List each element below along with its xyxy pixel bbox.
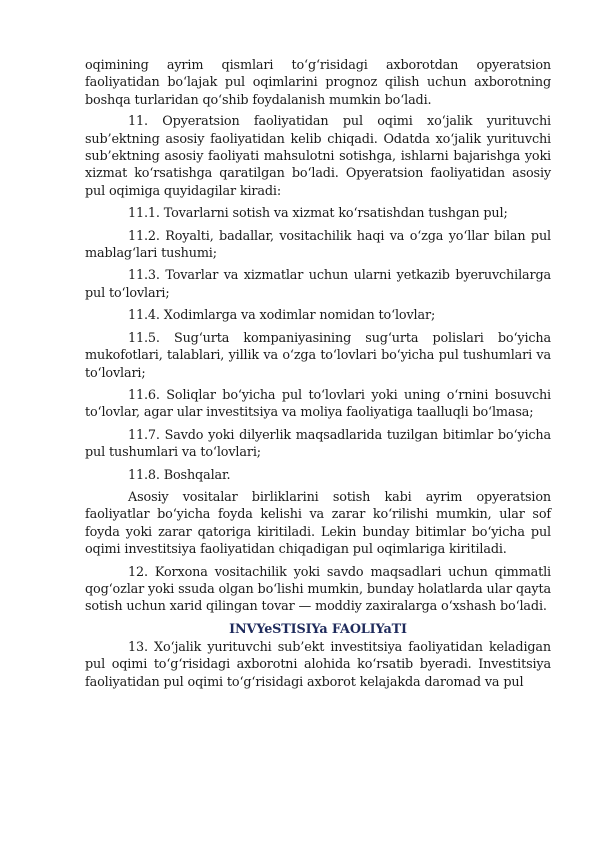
paragraph-11-5: 11.5. Sug‘urta kompaniyasining sug‘urta polislari bo‘yicha mukofotlari, talablari, yillik va o‘zga to‘lovlari bo‘yicha pul tushumlari va to‘lovlari; [85, 330, 551, 381]
paragraph-11-7: 11.7. Savdo yoki dilyerlik maqsadlarida tuzilgan bitimlar bo‘yicha pul tushumlari va to‘lovlari; [85, 427, 551, 461]
section-heading: INVYeSTISIYa FAOLIYaTI [229, 621, 407, 637]
paragraph-11-2: 11.2. Royalti, badallar, vositachilik haqi va o‘zga yo‘llar bilan pul mablag‘lari tushumi; [85, 228, 551, 262]
paragraph-11-6: 11.6. Soliqlar bo‘yicha pul to‘lovlari yoki uning o‘rnini bosuvchi to‘lovlar, agar ular investitsiya va moliya faoliyatiga taalluqli bo‘lmasa; [85, 387, 551, 421]
paragraph-11-8: 11.8. Boshqalar. [128, 467, 231, 483]
paragraph-asosiy: Asosiy vositalar birliklarini sotish kabi ayrim opyeratsion faoliyatlar bo‘yicha foyda kelishi va zarar ko‘rilishi mumkin, ular sof foyda yoki zarar qatoriga kiritiladi. Lekin bunday bitimlar bo‘yicha pul oqimi investitsiya faoliyatidan chiqadigan pul oqimlariga kiritiladi. [85, 489, 551, 558]
document-page [85, 57, 551, 696]
paragraph-11-3: 11.3. Tovarlar va xizmatlar uchun ularni yetkazib byeruvchilarga pul to‘lovlari; [85, 268, 551, 301]
paragraph-12: 12. Korxona vositachilik yoki savdo maqsadlari uchun qimmatli qog‘ozlar yoki ssuda olgan bo‘lishi mumkin, bunday holatlarda ular qayta sotish uchun xarid qilingan tovar — moddiy zaxiralarga o‘xshash bo‘ladi. [85, 564, 551, 615]
paragraph-continuation: oqimining ayrim qismlari to‘g‘risidagi axborotdan opyeratsion faoliyatidan bo‘lajak pul oqimlarini prognoz qilish uchun axborotning boshqa turlaridan qo‘shib foydalanish mumkin bo‘ladi. [85, 58, 551, 108]
paragraph-11-1: 11.1. Tovarlarni sotish va xizmat ko‘rsatishdan tushgan pul; [128, 206, 508, 222]
paragraph-13: 13. Xo‘jalik yurituvchi sub’ekt investitsiya faoliyatidan keladigan pul oqimi to‘g‘risidagi axborotni alohida ko‘rsatib byeradi. Investitsiya faoliyatidan pul oqimi to‘g‘risidagi axborot kelajakda daromad va pul [85, 639, 551, 690]
paragraph-11: 11. Opyeratsion faoliyatidan pul oqimi xo‘jalik yurituvchi sub’ektning asosiy faoliyatidan kelib chiqadi. Odatda xo‘jalik yurituvchi sub’ektning asosiy faoliyati mahsulotni sotishga, ishlarni bajarishga yoki xizmat ko‘rsatishga qaratilgan bo‘ladi. Opyeratsion faoliyatidan asosiy pul oqimiga quyidagilar kiradi: [85, 114, 551, 199]
paragraph-11-4: 11.4. Xodimlarga va xodimlar nomidan to‘lovlar; [128, 308, 436, 324]
